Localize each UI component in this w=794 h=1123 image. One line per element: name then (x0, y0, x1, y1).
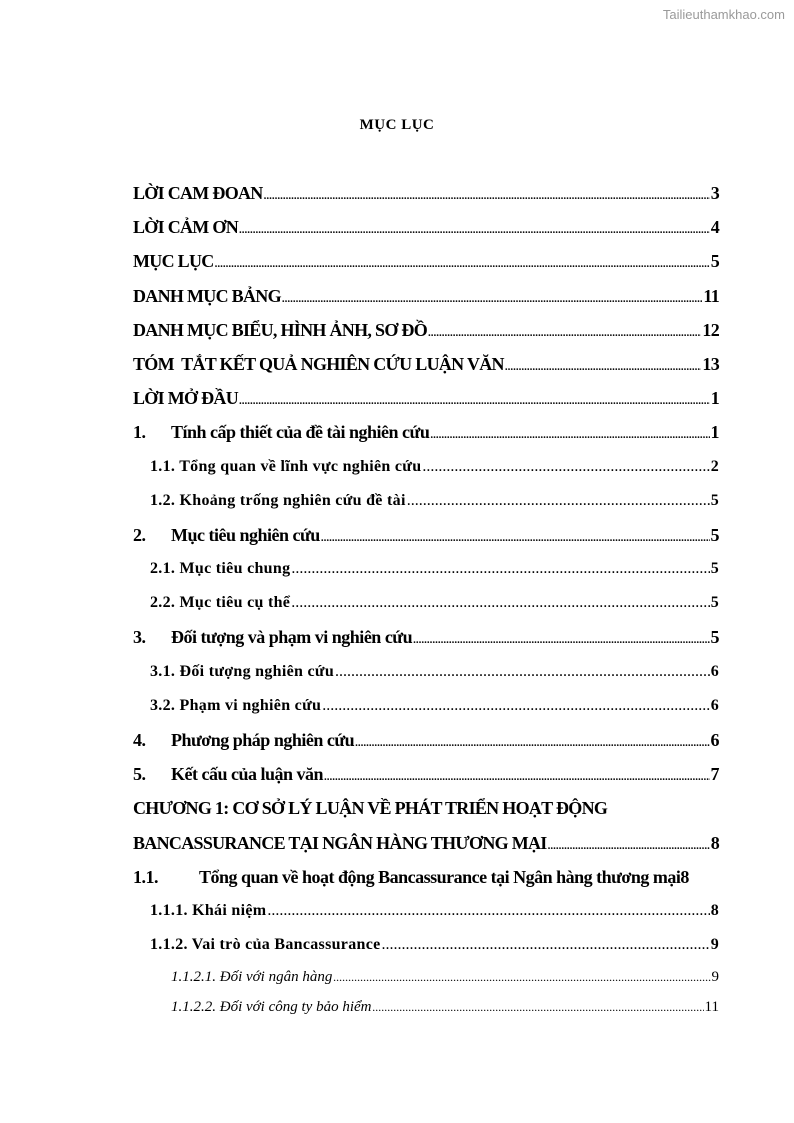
toc-entry-text: LỜI MỞ ĐẦU (133, 388, 238, 409)
toc-entry-page: 5 (710, 627, 719, 648)
dot-leader (372, 992, 703, 1022)
dot-leader (215, 247, 710, 281)
toc-entry-text (133, 723, 354, 757)
toc-entry-section-5[interactable] (133, 757, 719, 791)
section-title: Mục tiêu nghiên cứu (171, 524, 320, 545)
toc-entry-text: 1.1.2.2. Đối với công ty bảo hiểm (171, 999, 372, 1016)
dot-leader (264, 179, 710, 213)
dot-leader (335, 655, 710, 689)
section-number: 3. (133, 627, 146, 648)
toc-entry-page: 9 (711, 969, 719, 986)
toc-entry-danh-muc-bieu[interactable] (133, 313, 719, 347)
dot-leader (267, 894, 709, 928)
section-title: Tính cấp thiết của đề tài nghiên cứu (171, 422, 430, 443)
toc-entry-section-3-1[interactable] (133, 655, 719, 689)
toc-entry-chapter-1-1-1[interactable] (133, 894, 719, 928)
section-number: 4. (133, 730, 146, 750)
toc-entry-text: 1.2. Khoảng trống nghiên cứu đề tài (150, 491, 406, 509)
toc-entry-page: 5 (710, 594, 719, 612)
toc-entry-text: 1.1.2. Vai trò của Bancassurance (150, 936, 381, 954)
toc-entry-page: 8 (710, 832, 719, 853)
toc-entry-text (133, 620, 412, 654)
section-title: Phương pháp nghiên cứu (171, 730, 355, 750)
toc-entry-page: 6 (710, 696, 719, 714)
toc-entry-page: 2 (710, 457, 719, 475)
section-number: 2. (133, 524, 146, 545)
dot-leader (282, 282, 703, 316)
dot-leader (548, 829, 710, 863)
toc-entry-chapter-1-line-2[interactable] (133, 826, 719, 860)
dot-leader (428, 316, 701, 350)
toc-entry-section-1-1[interactable] (133, 450, 719, 484)
dot-leader (430, 418, 709, 452)
section-number: 5. (133, 764, 146, 785)
toc-entry-chapter-1-1-2[interactable] (133, 928, 719, 962)
page-title: MỤC LỤC (359, 117, 435, 133)
toc-entry-tom-tat[interactable] (133, 347, 719, 381)
dot-leader (324, 760, 709, 794)
toc-entry-page: 5 (710, 524, 719, 545)
toc-entry-page: 5 (710, 251, 719, 272)
watermark: Tailieuthamkhao.com (662, 7, 785, 22)
toc-entry-section-3-2[interactable] (133, 689, 719, 723)
toc-entry-page: 1 (710, 422, 719, 443)
toc-entry-text: 1.1.2.1. Đối với ngân hàng (171, 969, 333, 986)
toc-entry-text (133, 757, 323, 791)
toc-entry-text (133, 860, 680, 894)
toc-entry-page: 7 (710, 764, 719, 785)
toc-entry-text: DANH MỤC BIỂU, HÌNH ẢNH, SƠ ĐỒ (133, 319, 428, 340)
dot-leader (413, 623, 709, 657)
dot-leader (355, 726, 709, 760)
toc-entry-text: TÓM TẮT KẾT QUẢ NGHIÊN CỨU LUẬN VĂN (133, 353, 504, 374)
toc-entry-page: 1 (710, 388, 719, 409)
table-of-contents (133, 176, 719, 1022)
dot-leader (382, 928, 710, 962)
section-number: 1. (133, 422, 146, 443)
toc-entry-page: 11 (704, 999, 719, 1016)
dot-leader (239, 384, 710, 418)
toc-entry-section-2-2[interactable] (133, 586, 719, 620)
toc-entry-text: 3.2. Phạm vi nghiên cứu (150, 696, 322, 714)
toc-entry-text: DANH MỤC BẢNG (133, 285, 281, 306)
toc-entry-loi-cam-doan[interactable] (133, 176, 719, 210)
toc-entry-loi-cam-on[interactable] (133, 210, 719, 244)
toc-entry-text: LỜI CAM ĐOAN (133, 183, 263, 203)
toc-entry-text: LỜI CẢM ƠN (133, 217, 238, 238)
dot-leader (407, 484, 710, 518)
toc-entry-chapter-1-1-2-2[interactable] (133, 992, 719, 1022)
toc-entry-section-2[interactable] (133, 518, 719, 552)
toc-entry-page: 6 (710, 730, 719, 750)
dot-leader (322, 689, 709, 723)
toc-entry-page: 5 (710, 560, 719, 578)
dot-leader (239, 213, 710, 247)
toc-entry-page: 8 (710, 901, 719, 919)
section-number: 1.1. (133, 866, 158, 887)
toc-entry-text (133, 415, 429, 449)
toc-entry-section-3[interactable] (133, 620, 719, 654)
dot-leader (291, 586, 709, 620)
toc-entry-page: 11 (703, 285, 719, 306)
toc-entry-chapter-1-line-1[interactable] (133, 791, 719, 825)
toc-entry-page: 5 (710, 491, 719, 509)
toc-entry-loi-mo-dau[interactable] (133, 381, 719, 415)
toc-entry-section-2-1[interactable] (133, 552, 719, 586)
toc-entry-text: 1.1. Tổng quan về lĩnh vực nghiên cứu (150, 457, 422, 475)
section-title: Tổng quan về hoạt động Bancassurance tại Ngân hàng thương mại (199, 866, 681, 887)
toc-entry-text: 1.1.1. Khái niệm (150, 901, 267, 919)
toc-entry-text: BANCASSURANCE TẠI NGÂN HÀNG THƯƠNG MẠI (133, 832, 547, 853)
toc-entry-text: 3.1. Đối tượng nghiên cứu (150, 662, 335, 680)
toc-entry-section-4[interactable] (133, 723, 719, 757)
toc-entry-page: 3 (710, 183, 719, 203)
toc-entry-text: 2.1. Mục tiêu chung (150, 560, 291, 578)
toc-entry-page: 13 (702, 353, 719, 374)
toc-entry-page: 9 (710, 936, 719, 954)
toc-entry-text (133, 518, 320, 552)
dot-leader (422, 450, 709, 484)
toc-entry-text: MỤC LỤC (133, 251, 214, 272)
toc-entry-chapter-1-1-2-1[interactable] (133, 962, 719, 992)
toc-entry-muc-luc[interactable] (133, 244, 719, 278)
dot-leader (321, 521, 710, 555)
toc-entry-page: 6 (710, 662, 719, 680)
section-title: Kết cấu của luận văn (171, 764, 324, 785)
dot-leader (291, 552, 709, 586)
section-title: Đối tượng và phạm vi nghiên cứu (171, 627, 413, 648)
dot-leader (505, 350, 702, 384)
toc-entry-page: 8 (680, 866, 689, 887)
toc-entry-section-1-2[interactable] (133, 484, 719, 518)
toc-entry-section-1[interactable] (133, 415, 719, 449)
toc-entry-danh-muc-bang[interactable] (133, 279, 719, 313)
dot-leader (333, 962, 710, 992)
toc-entry-page: 12 (702, 319, 719, 340)
toc-entry-text: 2.2. Mục tiêu cụ thể (150, 594, 291, 612)
toc-entry-page: 4 (710, 217, 719, 238)
toc-entry-chapter-1-1[interactable] (133, 860, 719, 894)
chapter-title: CHƯƠNG 1: CƠ SỞ LÝ LUẬN VỀ PHÁT TRIỂN HOẠT ĐỘNG (133, 798, 608, 819)
